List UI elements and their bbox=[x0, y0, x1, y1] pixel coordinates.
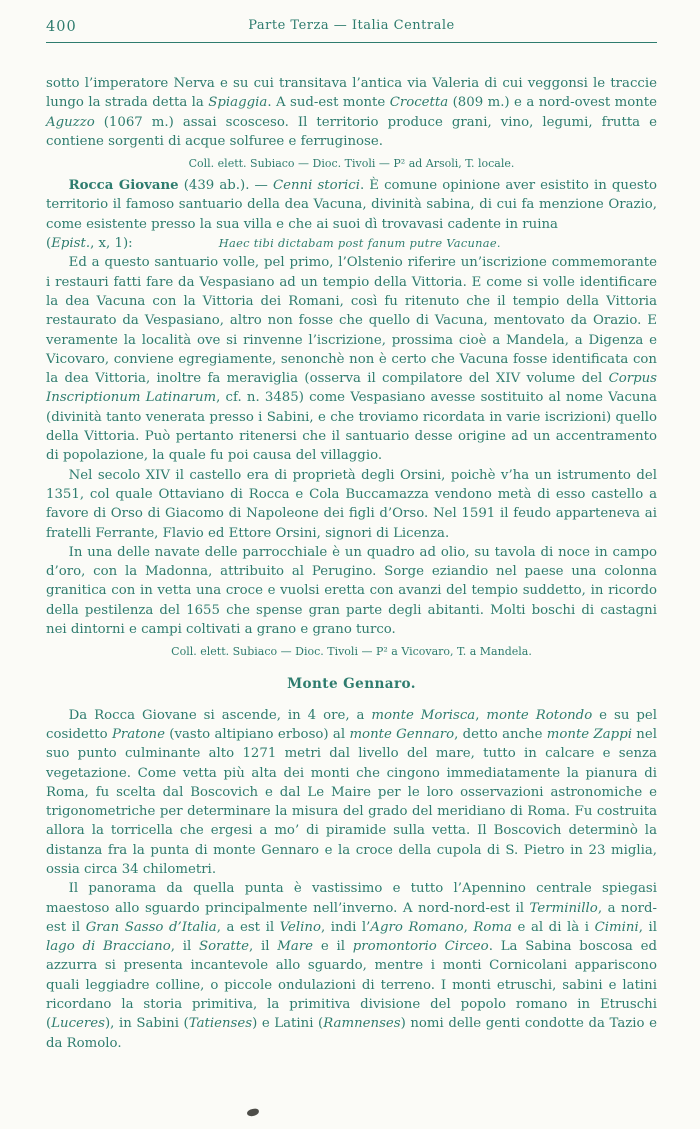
latin-quote: Haec tibi dictabam post fanum putre Vacunae. bbox=[218, 236, 501, 251]
paragraph-santuario: Ed a questo santuario volle, pel primo, l’Olstenio riferire un’iscrizione commemorante i restauri fatti fare da Vespasiano ad un tempio della Vittoria. E come si volle identificare la dea Vacuna con la Vittoria dei Romani, così fu ritenuto che il tempio della Vittoria restaurato da Vespasiano, altro non fosse che quello di Vacuna, mentovato da Orazio. E veramente la località ove si rinvenne l’iscrizione, prossima cioè a Mandela, a Digenza e Vicovaro, conviene egregiamente, senonchè non è certo che Vacuna fosse identificata con la dea Vittoria, inoltre fa meraviglia (osserva il compilatore del XIV volume del Corpus Inscriptionum Latinarum, cf. n. 3485) come Vespasiano avesse sostituito al nome Vacuna (divinità tanto venerata presso i Sabini, e che troviamo ricordata in varie iscrizioni) quello della Vittoria. Può pertanto ritenersi che il santuario desse origine ad un accentramento di popolazione, la quale fu poi causa del villaggio. bbox=[46, 255, 657, 464]
quote-reference: (Epist., x, 1): bbox=[46, 236, 133, 252]
paragraph-ascesa: Da Rocca Giovane si ascende, in 4 ore, a monte Morisca, monte Rotondo e su pel cosidetto Pratone (vasto altipiano erboso) al monte Gennaro, detto anche monte Zappi nel suo punto culminante alto 1271 metri dal livello del mare, tutto in calcare e senza vegetazione. Come vetta più alta dei monti che cingono immediatamente la pianura di Roma, fu scelta dal Boscovich e dal Le Maire per le loro osservazioni astronomiche e trigonometriche per determinare la misura del grado del meridiano di Roma. Fu costruita allora la torricella che ergesi a mo’ di piramide sulla vetta. Il Boscovich determinò la distanza fra la punta di monte Gennaro e la croce della cupola di S. Pietro in 23 miglia, ossia circa 34 chilometri. bbox=[46, 707, 657, 877]
paragraph-castello: Nel secolo XIV il castello era di proprietà degli Orsini, poichè v’ha un istrumento del 1351, col quale Ottaviano di Rocca e Cola Buccamazza vendono metà di esso castello a favore di Orso di Giacomo di Napoleone dei figli d’Orso. Nel 1591 il feudo apparteneva ai fratelli Ferrante, Flavio ed Ettore Orsini, signori di Licenza. bbox=[46, 467, 657, 541]
paragraph-intro: sotto l’imperatore Nerva e su cui transitava l’antica via Valeria di cui veggonsi le traccie lungo la strada detta la Spiaggia. A sud-est monte Crocetta (809 m.) e a nord-ovest monte Aguzzo (1067 m.) assai scosceso. Il territorio produce grani, vino, legumi, frutta e contiene sorgenti di acque solfuree e ferruginose. bbox=[46, 76, 657, 149]
running-title: Parte Terza — Italia Centrale bbox=[248, 18, 455, 33]
paragraph-rocca-giovane: Rocca Giovane (439 ab.). — Cenni storici. È comune opinione aver esistito in questo territorio il famoso santuario della dea Vacuna, divinità sabina, di cui fa menzione Orazio, come esistente presso la sua villa e che ai suoi dì trovavasi cadente in ruina bbox=[46, 178, 658, 232]
section-heading-monte-gennaro: Monte Gennaro. bbox=[287, 676, 416, 693]
scan-artifact bbox=[246, 1108, 259, 1117]
page-body bbox=[46, 74, 657, 1053]
admin-note-arsoli: Coll. elett. Subiaco — Dioc. Tivoli — P² ad Arsoli, T. locale. bbox=[188, 157, 515, 171]
header-rule bbox=[46, 42, 657, 43]
admin-note-vicovaro: Coll. elett. Subiaco — Dioc. Tivoli — P² a Vicovaro, T. a Mandela. bbox=[171, 645, 532, 659]
paragraph-parrocchiale: In una delle navate delle parrocchiale è un quadro ad olio, su tavola di noce in campo d’oro, con la Madonna, attribuito al Perugino. Sorge eziandio nel paese una colonna granitica con in vetta una croce e vuolsi eretta con avanzi del tempio suddetto, in ricordo della pestilenza del 1655 che spense gran parte degli abitanti. Molti boschi di castagni nei dintorni e campi coltivati a grano e grano turco. bbox=[46, 544, 657, 638]
page-header bbox=[46, 18, 657, 38]
page-number: 400 bbox=[46, 19, 77, 35]
paragraph-panorama: Il panorama da quella punta è vastissimo e tutto l’Apennino centrale spiegasi maestoso allo sguardo principalmente nell’inverno. A nord-nord-est il Terminillo, a nord-est il Gran Sasso d’Italia, a est il Velino, indi l’Agro Romano, Roma e al di là i Cimini, il lago di Bracciano, il Soratte, il Mare e il promontorio Circeo. La Sabina boscosa ed azzurra si presenta incantevole allo sguardo, mentre i monti Cornicolani appariscono quali leggiadre colline, o piccole ondulazioni di terreno. I monti etruschi, sabini e latini ricordano la storia primitiva, la primitiva divisione del popolo romano in Etruschi (Luceres), in Sabini (Tatienses) e Latini (Ramnenses) nomi delle genti condotte da Tazio e da Romolo. bbox=[46, 881, 658, 1051]
latin-quote-line bbox=[46, 234, 657, 253]
